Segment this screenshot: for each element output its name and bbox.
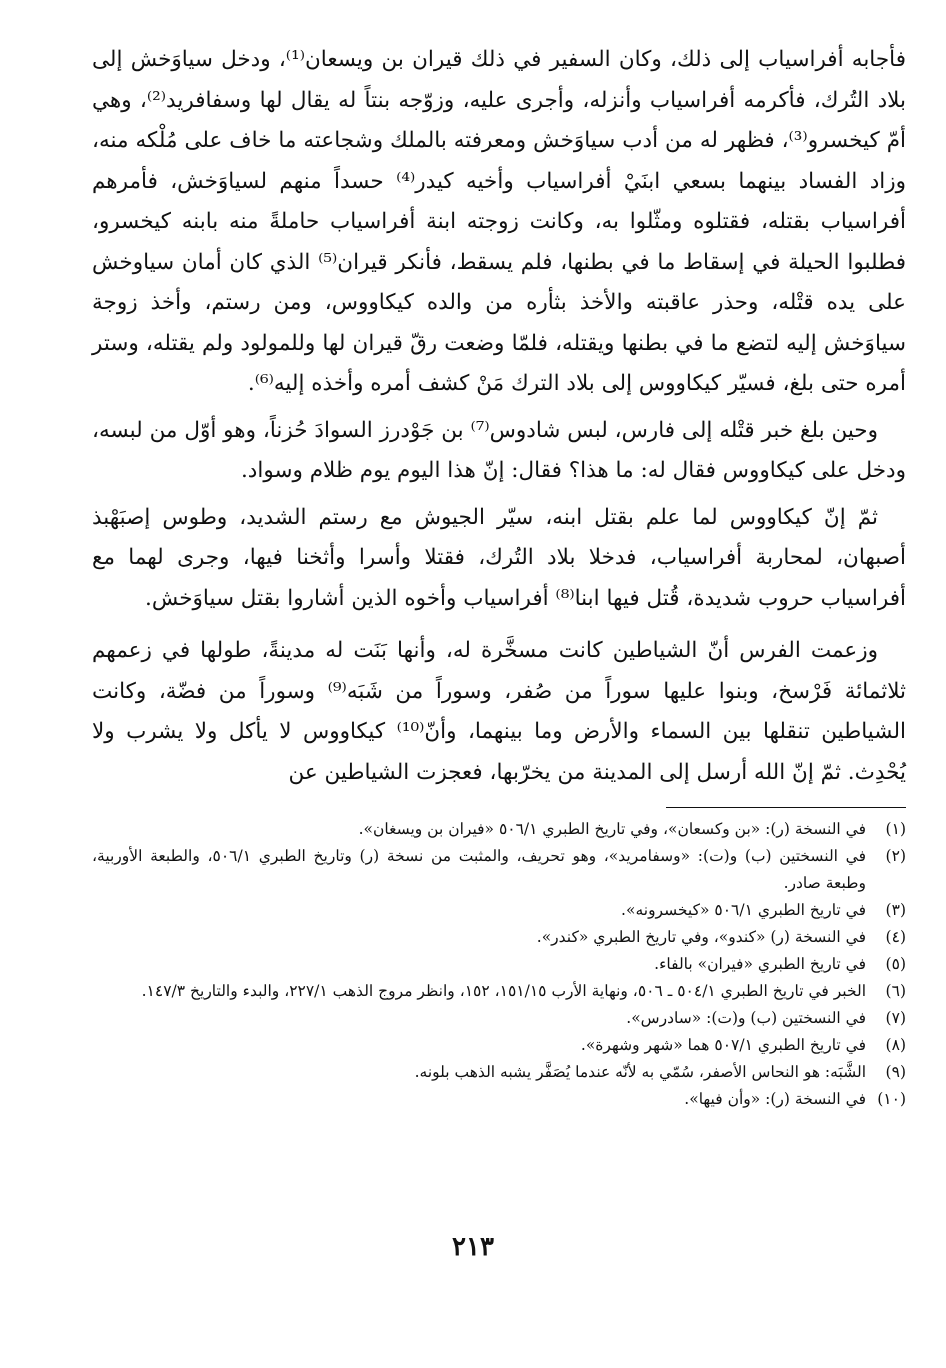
- book-page: [92, 40, 906, 1340]
- footnote-text: الخبر في تاريخ الطبري ٥٠٤/١ ـ ٥٠٦، ونهاية الأرب ١٥١/١٥، ١٥٢، وانظر مروج الذهب ٢٢٧/١، والبدء والتاريخ ١٤٧/٣.: [141, 982, 866, 1000]
- footnotes-list: [92, 816, 906, 1113]
- footnote-divider: [666, 807, 906, 808]
- paragraph-2: وحين بلغ خبر قتْله إلى فارس، لبس شادوس⁽⁷⁾ بن جَوْدرز السوادَ حُزناً، وهو أوّل من لبسه، ودخل على كيكاووس فقال له: ما هذا؟ فقال: إنّ هذا اليوم يوم ظلام وسواد.: [92, 417, 906, 483]
- footnote: [92, 897, 906, 924]
- footnote-number: (٢): [885, 847, 906, 865]
- footnote-number: (٤): [885, 928, 906, 946]
- footnote-text: في النسخة (ر): «بن وكسعان»، وفي تاريخ الطبري ٥٠٦/١ «فيران بن ويسغان».: [358, 820, 866, 838]
- footnote-text: في النسختين (ب) و(ت): «سادرس».: [626, 1009, 866, 1027]
- footnote: [92, 978, 906, 1005]
- footnote-number: (١٠): [877, 1090, 906, 1108]
- page-number: ٢١٣: [452, 1232, 494, 1262]
- footnote: [92, 816, 906, 843]
- paragraph-3: ثمّ إنّ كيكاووس لما علم بقتل ابنه، سيّر الجيوش مع رستم الشديد، وطوس إصبَهْبذ أصبهان، لمحاربة أفراسياب، فدخلا بلاد التُرك، فقتلا وأسرا وأثخنا فيها، وجرى لهما مع أفراسياب حروب شديدة، قُتل فيها ابنا⁽⁸⁾ أفراسياب وأخوه الذين أشاروا بقتل سياوَخش.: [92, 504, 906, 611]
- footnote-text: في تاريخ الطبري ٥٠٦/١ «كيخسرونه».: [621, 901, 866, 919]
- footnote-number: (٩): [885, 1063, 906, 1081]
- footnote: [92, 1005, 906, 1032]
- footnote-text: في النسخة (ر): «وأن فيها».: [684, 1090, 866, 1108]
- footnote: [92, 843, 906, 897]
- footnote-number: (٣): [885, 901, 906, 919]
- footnote-text: في النسخة (ر) «كندو»، وفي تاريخ الطبري «كندر».: [536, 928, 866, 946]
- footnote-number: (٨): [885, 1036, 906, 1054]
- footnote: [92, 951, 906, 978]
- footnote: [92, 1059, 906, 1086]
- paragraph-4: وزعمت الفرس أنّ الشياطين كانت مسخَّرة له، وأنها بَنَت له مدينةً، طولها في زعمهم ثلاثمائة فَرْسخ، وبنوا عليها سوراً من صُفر، وسوراً من شَبَه⁽⁹⁾ وسوراً من فضّة، وكانت الشياطين تنقلها بين السماء والأرض وما بينهما، وأنّ⁽¹⁰⁾ كيكاووس لا يأكل ولا يشرب ولا يُحْدِث. ثمّ إنّ الله أرسل إلى المدينة من يخرّبها، فعجزت الشياطين عن: [92, 638, 907, 785]
- paragraph-1: فأجابه أفراسياب إلى ذلك، وكان السفير في ذلك قيران بن ويسعان⁽¹⁾، ودخل سياوَخش إلى بلاد التُرك، فأكرمه أفراسياب وأنزله، وأجرى عليه، وزوّجه بنتاً له يقال لها وسفافريد⁽²⁾، وهي أمّ كيخسرو⁽³⁾، فظهر له من أدب سياوَخش ومعرفته بالملك وشجاعته ما خاف على مُلْكه منه، وزاد الفساد بينهما بسعي ابنَيْ أفراسياب وأخيه كيدر⁽⁴⁾ حسداً منهم لسياوَخش، فأمرهم أفراسياب بقتله، فقتلوه ومثّلوا به، وكانت زوجته ابنة أفراسياب حاملةً منه بابنه كيخسرو، فطلبوا الحيلة في إسقاط ما في بطنها، فلم يسقط، فأنكر قيران⁽⁵⁾ الذي كان أمان سياوخش على يده قتْله، وحذر عاقبته والأخذ بثأره من والده كيكاووس، ومن رستم، وأخذ زوجة سياوَخش إليه لتضع ما في بطنها ويقتله، فلمّا وضعت رقّ قيران لها وللمولود ولم يقتله، وستر أمره حتى بلغ، فسيّر كيكاووس إلى بلاد الترك مَنْ كشف أمره وأخذه إليه⁽⁶⁾.: [92, 47, 907, 396]
- main-text: [92, 40, 906, 793]
- footnote-number: (٦): [885, 982, 906, 1000]
- footnote-text: في تاريخ الطبري «فيران» بالفاء.: [654, 955, 866, 973]
- footnote: [92, 924, 906, 951]
- footnote-number: (١): [885, 820, 906, 838]
- footnote-text: في تاريخ الطبري ٥٠٧/١ هما «شهر وشهرة».: [580, 1036, 866, 1054]
- footnote-text: في النسختين (ب) و(ت): «وسفامريد»، وهو تحريف، والمثبت من نسخة (ر) وتاريخ الطبري ٥٠٦/١، والطبعة الأوربية، وطبعة صادر.: [92, 847, 866, 892]
- footnote: [92, 1032, 906, 1059]
- footnote-number: (٥): [885, 955, 906, 973]
- footnote-text: الشَّبَه: هو النحاس الأصفر، سُمّي به لأنّه عندما يُصَفَّر يشبه الذهب بلونه.: [414, 1063, 866, 1081]
- footnote: [92, 1086, 906, 1113]
- footnote-number: (٧): [885, 1009, 906, 1027]
